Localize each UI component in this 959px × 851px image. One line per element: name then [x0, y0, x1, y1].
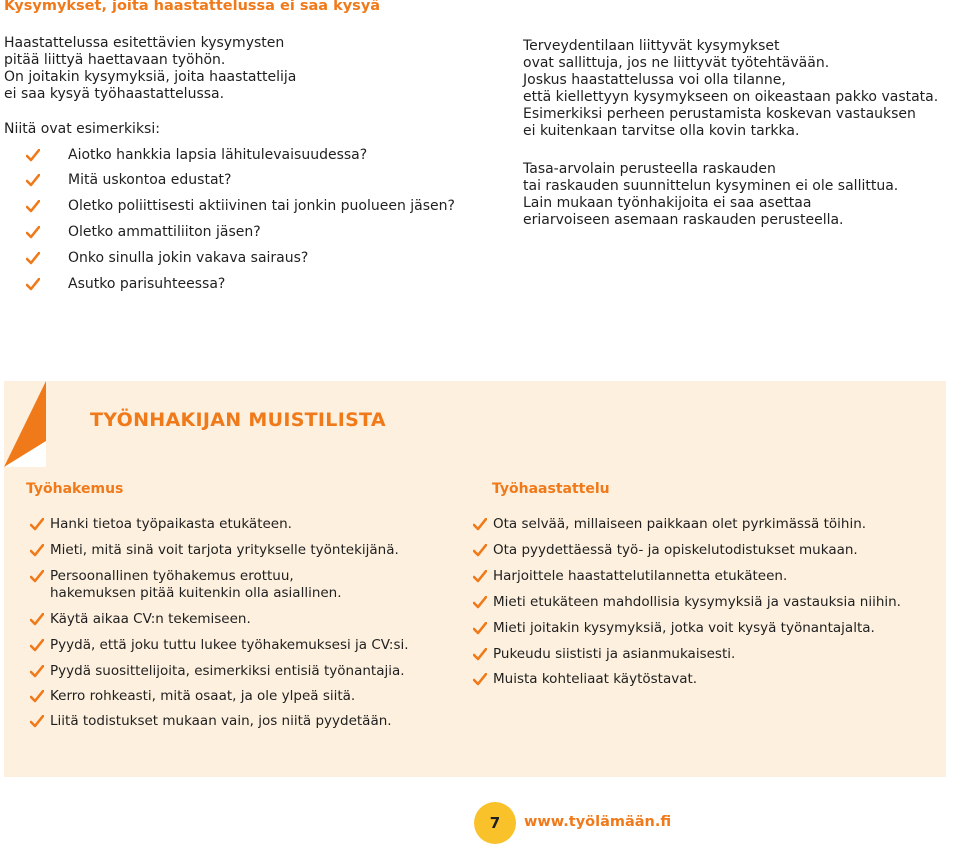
item-text: Kerro rohkeasti, mitä osaat, ja ole ylpeä siitä. — [50, 688, 356, 704]
application-column-title: Työhakemus — [26, 481, 124, 497]
item-text: Pyydä, että joku tuttu lukee työhakemuksesi ja CV:si. — [50, 637, 409, 653]
text-line: Terveydentilaan liittyvät kysymykset — [523, 38, 780, 54]
text-line: Lain mukaan työnhakijoita ei saa asettaa — [523, 195, 812, 211]
item-text: Pukeudu siististi ja asianmukaisesti. — [493, 646, 736, 662]
page-number: 7 — [474, 802, 516, 844]
item-text: Pyydä suosittelijoita, esimerkiksi entisiä työnantajia. — [50, 663, 405, 679]
text-line: Joskus haastattelussa voi olla tilanne, — [523, 72, 786, 88]
checkmark-icon — [473, 544, 486, 557]
checkmark-icon — [473, 596, 486, 609]
question-text: Oletko poliittisesti aktiivinen tai jonkin puolueen jäsen? — [68, 198, 455, 214]
item-text: Persoonallinen työhakemus erottuu, — [50, 568, 294, 584]
question-text: Aiotko hankkia lapsia lähitulevaisuudessa? — [68, 147, 368, 163]
intro-line: On joitakin kysymyksiä, joita haastattelija — [4, 69, 297, 85]
question-text: Mitä uskontoa edustat? — [68, 172, 232, 188]
interview-column-title: Työhaastattelu — [492, 481, 610, 497]
website-link[interactable]: www.työlämään.fi — [524, 814, 672, 830]
examples-label: Niitä ovat esimerkiksi: — [4, 121, 160, 137]
checkmark-icon — [473, 648, 486, 661]
item-text: Käytä aikaa CV:n tekemiseen. — [50, 611, 251, 627]
question-text: Asutko parisuhteessa? — [68, 276, 226, 292]
text-line: ei kuitenkaan tarvitse olla kovin tarkka. — [523, 123, 800, 139]
intro-line: Haastattelussa esitettävien kysymysten — [4, 35, 285, 51]
item-text: Hanki tietoa työpaikasta etukäteen. — [50, 516, 292, 532]
text-line: Tasa-arvolain perusteella raskauden — [523, 161, 776, 177]
item-text: Ota pyydettäessä työ- ja opiskelutodistukset mukaan. — [493, 542, 858, 558]
item-text: hakemuksen pitää kuitenkin olla asiallinen. — [50, 585, 342, 601]
item-text: Mieti, mitä sinä voit tarjota yritykselle työntekijänä. — [50, 542, 399, 558]
text-line: eriarvoiseen asemaan raskauden perusteella. — [523, 212, 844, 228]
item-text: Ota selvää, millaiseen paikkaan olet pyrkimässä töihin. — [493, 516, 867, 532]
checklist-title: TYÖNHAKIJAN MUISTILISTA — [90, 409, 386, 431]
checkmark-icon — [473, 570, 486, 583]
text-line: ovat sallittuja, jos ne liittyvät työtehtävään. — [523, 55, 830, 71]
item-text: Liitä todistukset mukaan vain, jos niitä pyydetään. — [50, 713, 392, 729]
text-line: tai raskauden suunnittelun kysyminen ei ole sallittua. — [523, 178, 899, 194]
item-text: Muista kohteliaat käytöstavat. — [493, 671, 698, 687]
checkmark-icon — [473, 622, 486, 635]
checkmark-icon — [473, 673, 486, 686]
section-heading: Kysymykset, joita haastattelussa ei saa kysyä — [4, 0, 381, 14]
text-line: että kiellettyyn kysymykseen on oikeastaan pakko vastata. — [523, 89, 939, 105]
question-text: Oletko ammattiliiton jäsen? — [68, 224, 261, 240]
item-text: Mieti etukäteen mahdollisia kysymyksiä ja vastauksia niihin. — [493, 594, 901, 610]
checkmark-icon — [473, 518, 486, 531]
item-text: Harjoittele haastattelutilannetta etukäteen. — [493, 568, 788, 584]
intro-line: pitää liittyä haettavaan työhön. — [4, 52, 226, 68]
item-text: Mieti joitakin kysymyksiä, jotka voit kysyä työnantajalta. — [493, 620, 875, 636]
text-line: Esimerkiksi perheen perustamista koskevan vastauksen — [523, 106, 916, 122]
question-text: Onko sinulla jokin vakava sairaus? — [68, 250, 309, 266]
intro-line: ei saa kysyä työhaastattelussa. — [4, 86, 225, 102]
